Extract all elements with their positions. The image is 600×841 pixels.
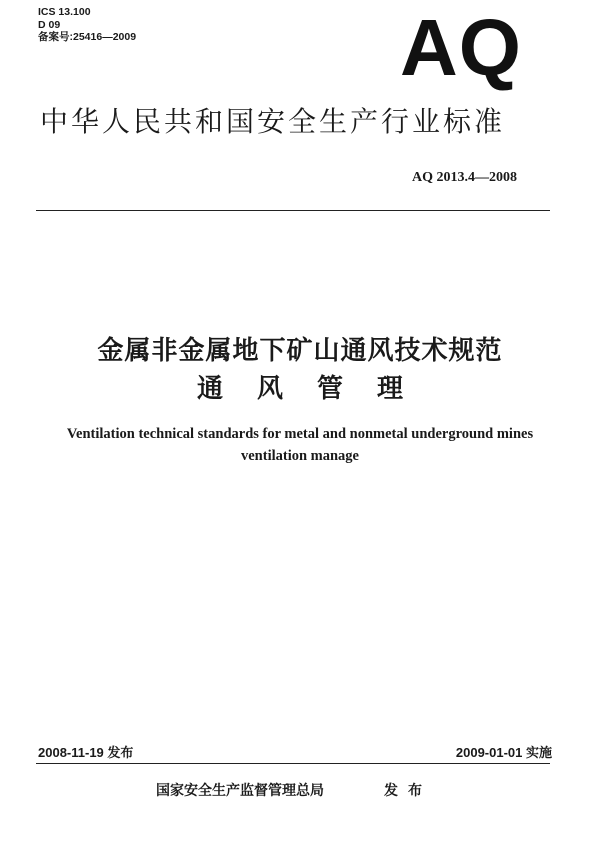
english-title-line-1: Ventilation technical standards for metal and nonmetal underground mines [66, 426, 534, 442]
effective-date: 2009-01-01 实施 [455, 745, 552, 760]
aq-logo: AQ [400, 3, 522, 92]
footer-divider [36, 763, 550, 764]
english-title-line-2: ventilation manage [240, 448, 359, 464]
header-divider [36, 210, 550, 211]
record-number: 备案号:25416—2009 [38, 31, 137, 43]
chinese-title-line-1: 金属非金属地下矿山通风技术规范 [97, 336, 503, 366]
chinese-title-line-2: 通风管理 [196, 374, 437, 404]
classification-block [38, 6, 136, 44]
standard-category: 中华人民共和国安全生产行业标准 [40, 105, 506, 138]
ics-code: ICS 13.100 [38, 6, 91, 18]
ccs-code: D 09 [38, 18, 61, 31]
issuing-verb: 发布 [384, 783, 432, 799]
standard-code: AQ 2013.4—2008 [412, 170, 517, 185]
issuing-authority: 国家安全生产监督管理总局 [156, 783, 324, 799]
publish-date: 2008-11-19 发布 [38, 745, 134, 760]
